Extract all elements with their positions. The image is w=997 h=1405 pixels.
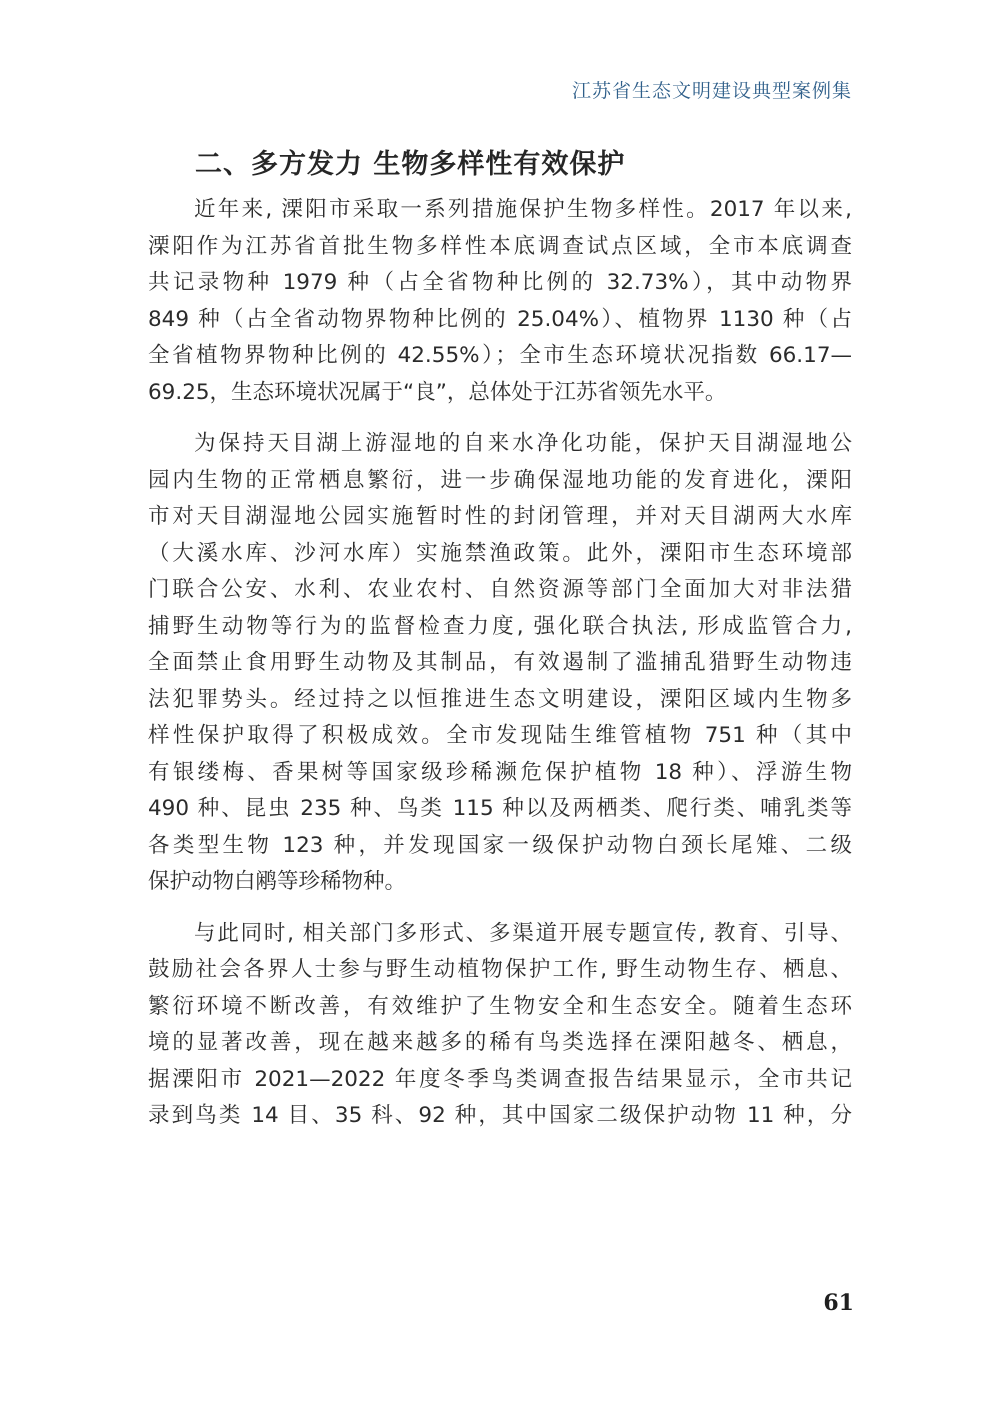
text-line: 849 种（占全省动物界物种比例的 25.04%）、植物界 1130 种（占	[148, 306, 852, 332]
text-line: 繁衍环境不断改善，有效维护了生物安全和生态安全。随着生态环	[148, 993, 852, 1019]
text-line: 69.25，生态环境状况属于“良”，总体处于江苏省领先水平。	[148, 379, 727, 405]
paragraph	[148, 426, 852, 901]
text-line: 捕野生动物等行为的监督检查力度, 强化联合执法, 形成监管合力,	[148, 613, 852, 639]
text-line: 各类型生物 123 种，并发现国家一级保护动物白颈长尾雉、二级	[148, 832, 852, 858]
text-line: 据溧阳市 2021—2022 年度冬季鸟类调查报告结果显示，全市共记	[148, 1066, 852, 1092]
text-line: 为保持天目湖上游湿地的自来水净化功能，保护天目湖湿地公	[194, 431, 852, 456]
text-line: 园内生物的正常栖息繁衍，进一步确保湿地功能的发育进化，溧阳	[148, 467, 852, 493]
section-title: 二、多方发力 生物多样性有效保护	[195, 149, 626, 180]
text-line: 样性保护取得了积极成效。全市发现陆生维管植物 751 种（其中	[148, 723, 852, 748]
page-number: 61	[823, 1290, 854, 1316]
paragraph	[148, 916, 852, 1135]
text-line: （大溪水库、沙河水库）实施禁渔政策。此外，溧阳市生态环境部	[148, 540, 852, 566]
text-line: 与此同时, 相关部门多形式、多渠道开展专题宣传, 教育、引导、	[194, 920, 852, 946]
text-line: 全面禁止食用野生动物及其制品，有效遏制了滥捕乱猎野生动物违	[148, 650, 852, 675]
text-line: 溧阳作为江苏省首批生物多样性本底调查试点区域，全市本底调查	[148, 233, 852, 259]
body-text	[148, 192, 852, 1135]
text-line: 门联合公安、水利、农业农村、自然资源等部门全面加大对非法猎	[148, 577, 852, 602]
text-line: 全省植物界物种比例的 42.55%）；全市生态环境状况指数 66.17—	[148, 343, 852, 368]
text-line: 近年来, 溧阳市采取一系列措施保护生物多样性。2017 年以来,	[194, 197, 852, 222]
text-line: 法犯罪势头。经过持之以恒推进生态文明建设，溧阳区域内生物多	[148, 686, 852, 712]
text-line: 490 种、昆虫 235 种、鸟类 115 种以及两栖类、爬行类、哺乳类等	[148, 796, 852, 821]
text-line: 境的显著改善，现在越来越多的稀有鸟类选择在溧阳越冬、栖息，	[148, 1030, 852, 1055]
text-line: 录到鸟类 14 目、35 科、92 种，其中国家二级保护动物 11 种，分	[148, 1103, 852, 1128]
text-line: 鼓励社会各界人士参与野生动植物保护工作, 野生动物生存、栖息、	[148, 957, 852, 982]
running-header: 江苏省生态文明建设典型案例集	[571, 80, 852, 102]
text-line: 保护动物白鹇等珍稀物种。	[148, 869, 407, 894]
text-line: 市对天目湖湿地公园实施暂时性的封闭管理，并对天目湖两大水库	[148, 504, 852, 529]
paragraph	[148, 192, 852, 411]
text-line: 共记录物种 1979 种（占全省物种比例的 32.73%），其中动物界	[148, 270, 852, 295]
text-line: 有银缕梅、香果树等国家级珍稀濒危保护植物 18 种）、浮游生物	[148, 759, 852, 785]
